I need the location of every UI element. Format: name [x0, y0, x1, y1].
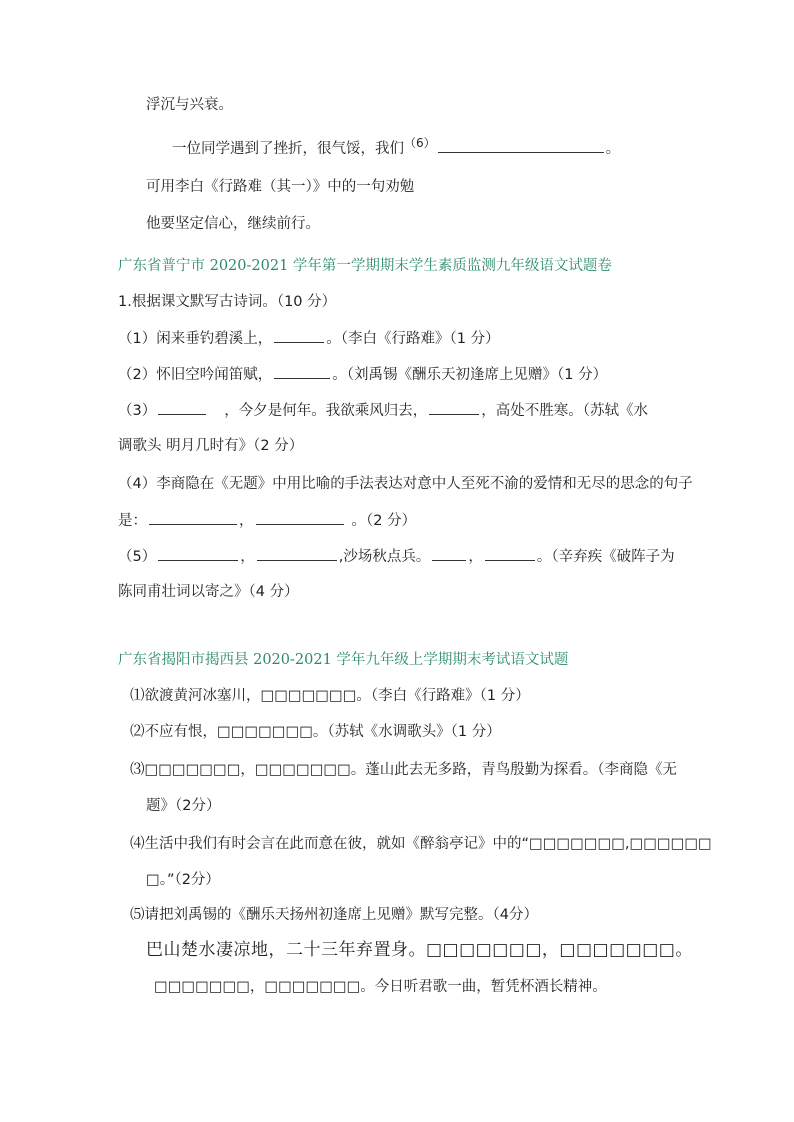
answer-blank[interactable]: [256, 510, 344, 525]
question-text: 。（2 分）: [351, 513, 417, 529]
poem-line: □□□□□□□，□□□□□□□。今日听君歌一曲，暂凭杯酒长精神。: [154, 979, 607, 995]
text-line: 他要坚定信心，继续前行。: [146, 216, 320, 232]
answer-blank[interactable]: [257, 546, 337, 561]
question-line: [118, 364, 607, 385]
question-line: ⑴欲渡黄河冰塞川，□□□□□□□。（李白《行路难》（1 分）: [130, 688, 530, 704]
text-line: 可用李白《行路难（其一）》中的一句劝勉: [146, 179, 415, 195]
question-text: ，: [239, 513, 254, 529]
question-line: [118, 328, 500, 349]
question-text: 是：: [118, 513, 147, 529]
text-line: □。”（2分）: [146, 872, 220, 888]
question-text: 。: [605, 141, 621, 157]
question-text: ，: [240, 549, 255, 565]
text-line: 调歌头 明月几时有》（2 分）: [118, 438, 304, 454]
question-intro: 1.根据课文默写古诗词。（10 分）: [118, 294, 337, 310]
question-line: ⑵不应有恨，□□□□□□□。（苏轼《水调歌头》（1 分）: [130, 724, 501, 740]
section-title: 广东省普宁市 2020-2021 学年第一学期期末学生素质监测九年级语文试题卷: [118, 258, 612, 274]
question-line: ⑷生活中我们有时会言在此而意在彼，就如《醉翁亭记》中的“□□□□□□□,□□□□□□: [130, 836, 712, 852]
question-line: ⑶□□□□□□□，□□□□□□□。蓬山此去无多路，青鸟殷勤为探看。（李商隐《无: [130, 762, 678, 778]
question-text: ，今夕是何年。我欲乘风归去，: [224, 403, 428, 419]
question-text: （2）怀旧空吟闻笛赋，: [118, 367, 273, 383]
text-line: 陈同甫壮词以寄之》（4 分）: [118, 584, 299, 600]
question-line: [118, 510, 416, 531]
section-title: 广东省揭阳市揭西县 2020-2021 学年九年级上学期期末考试语文试题: [118, 652, 569, 668]
question-line: ⑸请把刘禹锡的《酬乐天扬州初逢席上见赠》默写完整。（4分）: [130, 907, 538, 923]
question-text: ，高处不胜寒。（苏轼《水: [481, 403, 648, 419]
answer-blank[interactable]: [274, 364, 330, 379]
question-text: （5）: [118, 549, 157, 565]
question-line: [118, 546, 675, 567]
question-line: [118, 400, 648, 421]
answer-blank[interactable]: [274, 328, 324, 343]
question-text: 。（刘禹锡《酬乐天初逢席上见赠》（1 分）: [332, 367, 608, 383]
text-line: 题》（2分）: [146, 798, 221, 814]
answer-blank[interactable]: [158, 546, 238, 561]
answer-blank[interactable]: [158, 400, 206, 415]
poem-line: 巴山楚水凄凉地，二十三年弃置身。□□□□□□□，□□□□□□□。: [146, 940, 693, 960]
text-line: （4）李商隐在《无题》中用比喻的手法表达对意中人至死不渝的爱情和无尽的思念的句子: [118, 476, 693, 492]
answer-blank[interactable]: [432, 546, 466, 561]
question-number: （6）: [404, 136, 436, 151]
answer-blank[interactable]: [438, 138, 604, 153]
question-text: ，: [468, 549, 483, 565]
answer-blank[interactable]: [149, 510, 237, 525]
answer-blank[interactable]: [429, 400, 479, 415]
question-text: （1）闲来垂钓碧溪上，: [118, 331, 273, 347]
question-text: 。（李白《行路难》（1 分）: [326, 331, 500, 347]
question-text: 。（辛弃疾《破阵子为: [536, 549, 675, 565]
question-line: [172, 138, 620, 159]
question-text: 一位同学遇到了挫折，很气馁，我们: [172, 141, 404, 157]
answer-blank[interactable]: [485, 546, 535, 561]
question-text: ,沙场秋点兵。: [338, 549, 431, 565]
text-line: 浮沉与兴衰。: [146, 97, 233, 113]
question-text: （3）: [118, 403, 157, 419]
